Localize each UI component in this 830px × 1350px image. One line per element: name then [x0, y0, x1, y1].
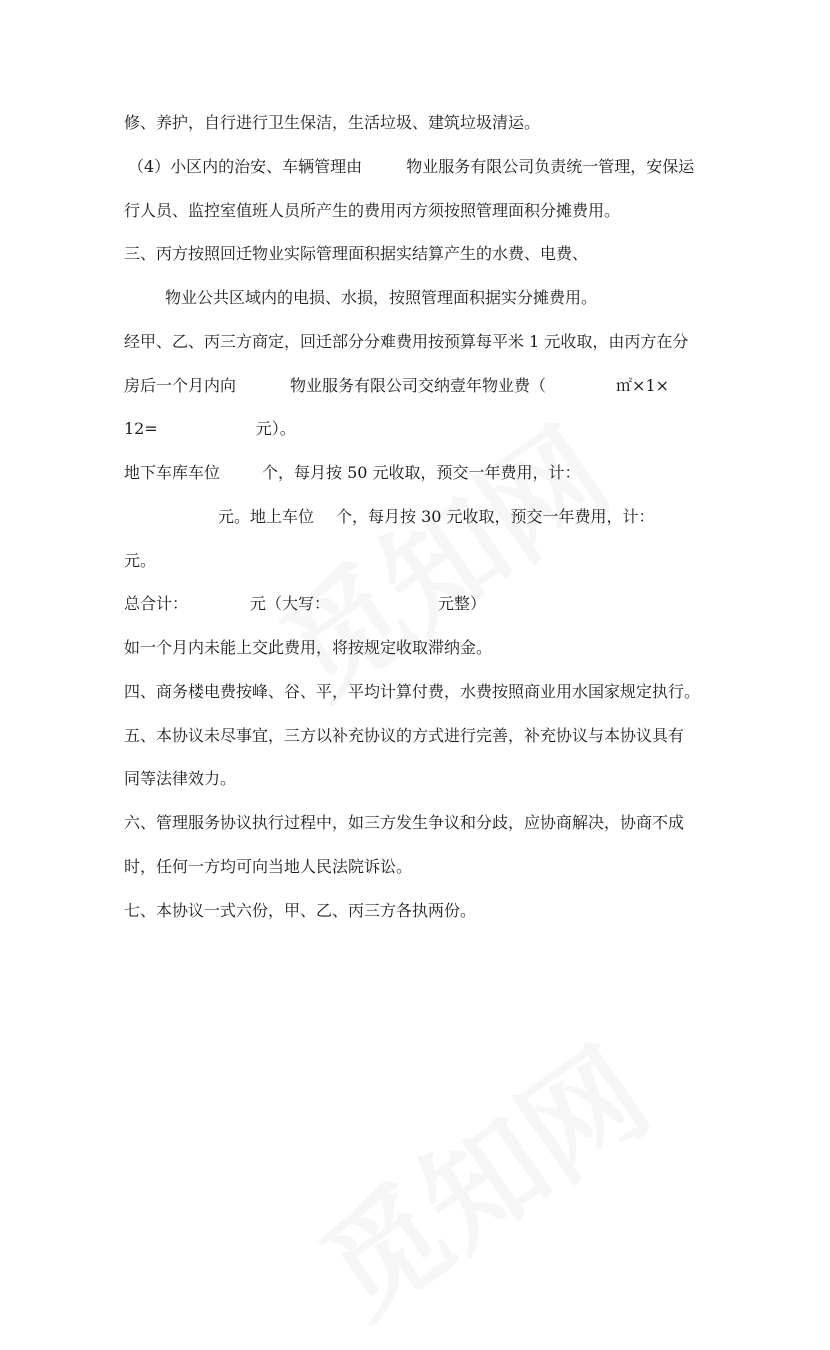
paragraph-line: 行人员、监控室值班人员所产生的费用丙方须按照管理面积分摊费用。: [124, 201, 621, 220]
text-segment: （4）小区内的治安、车辆管理由: [128, 157, 363, 176]
paragraph-line: 同等法律效力。: [124, 769, 237, 788]
paragraph-line: 经甲、乙、丙三方商定，回迁部分分难费用按预算每平米 1 元收取，由丙方在分: [124, 332, 689, 351]
text-segment: 元。地上车位: [218, 507, 315, 526]
watermark: [243, 382, 637, 729]
text-segment: 12=: [124, 419, 158, 438]
watermark-bottom: [283, 1002, 677, 1349]
text-segment: 地下车库车位: [124, 463, 221, 482]
text-segment: 元）。: [255, 419, 296, 438]
paragraph-line: 元。: [124, 551, 157, 570]
paragraph-line: [124, 462, 581, 484]
text-segment: 总合计：: [124, 594, 189, 613]
text-segment: 物业服务有限公司交纳壹年物业费（: [290, 376, 547, 395]
paragraph-line: 修、养护，自行进行卫生保洁，生活垃圾、建筑垃圾清运。: [124, 113, 541, 132]
section-heading-four: 四、商务楼电费按峰、谷、平，平均计算付费，水费按照商业用水国家规定执行。: [124, 682, 701, 701]
paragraph-line: [218, 506, 655, 528]
paragraph-line: 如一个月内未能上交此费用，将按规定收取滞纳金。: [124, 638, 493, 657]
paragraph-line: 时，任何一方均可向当地人民法院诉讼。: [124, 857, 413, 876]
text-segment: 元（大写：: [250, 594, 331, 613]
paragraph-line: 物业公共区域内的电损、水损，按照管理面积据实分摊费用。: [165, 288, 598, 307]
text-segment: 物业服务有限公司负责统一管理，安保运: [406, 157, 695, 176]
text-segment: ×1×: [632, 376, 670, 395]
paragraph-line: [124, 375, 669, 397]
paragraph-line: [124, 593, 486, 615]
paragraph-line: [124, 418, 296, 440]
text-segment: 个，每月按 30 元收取，预交一年费用，计：: [336, 507, 655, 526]
paragraph-line: [128, 156, 694, 178]
section-heading-six: 六、管理服务协议执行过程中，如三方发生争议和分歧，应协商解决，协商不成: [124, 813, 685, 832]
section-heading-three: 三、丙方按照回迁物业实际管理面积据实结算产生的水费、电费、: [124, 244, 589, 263]
text-segment: 个，每月按 50 元收取，预交一年费用，计：: [262, 463, 581, 482]
unit-square-meter: ㎡: [616, 376, 633, 395]
section-heading-five: 五、本协议未尽事宜，三方以补充协议的方式进行完善，补充协议与本协议具有: [124, 726, 685, 745]
text-segment: 房后一个月内向: [124, 376, 237, 395]
text-segment: 元整）: [438, 594, 487, 613]
section-heading-seven: 七、本协议一式六份，甲、乙、丙三方各执两份。: [124, 901, 477, 920]
